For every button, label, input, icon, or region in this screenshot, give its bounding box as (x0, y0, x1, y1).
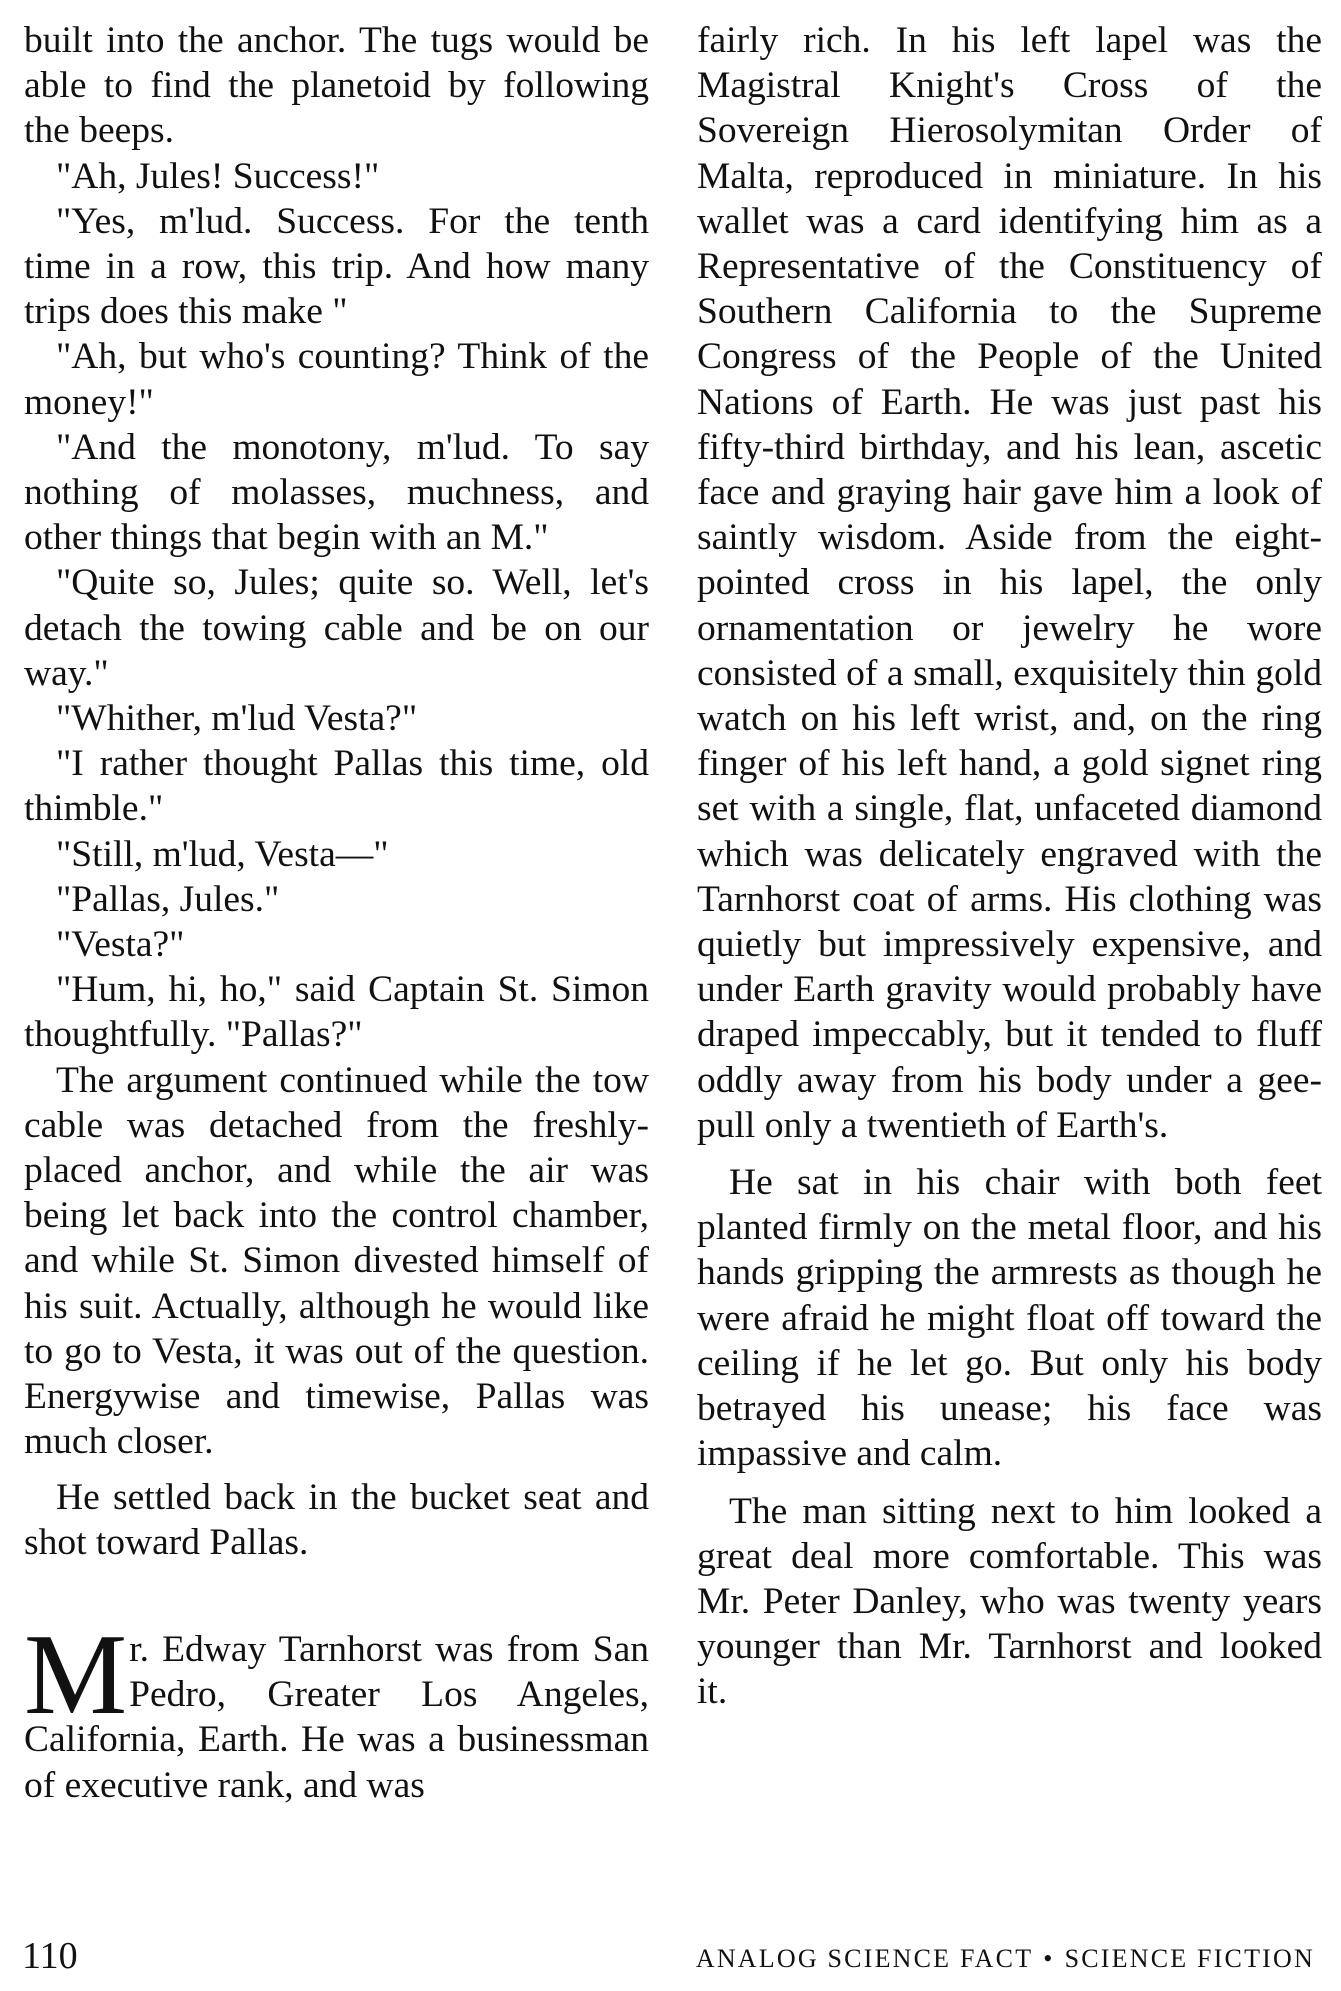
dialogue-line: "Ah, Jules! Success!" (56, 155, 380, 197)
dialogue-line: "I rather thought Pallas this time, old thimble." (24, 743, 649, 830)
page-number: 110 (22, 1935, 78, 1977)
paragraph: The argument continued while the tow cable was detached from the freshly-placed anchor, and while the air was being let back into the control chamber, and while St. Simon divested himself of his suit. Actually, although he would like to go to Vesta, it was out of the question. Energywise and timewise, Pallas was much closer. (24, 1059, 649, 1463)
left-column (24, 18, 649, 1808)
dialogue-line: "And the monotony, m'lud. To say nothing of molasses, muchness, and other things that begin with an M." (24, 426, 649, 559)
dialogue-line: "Vesta?" (56, 924, 185, 966)
right-column (697, 18, 1322, 1715)
running-head (696, 1944, 1315, 1974)
dialogue-line: "Hum, hi, ho," said Captain St. Simon thoughtfully. "Pallas?" (24, 969, 649, 1056)
paragraph: fairly rich. In his left lapel was the Magistral Knight's Cross of the Sovereign Hierosolymitan Order of Malta, reproduced in miniature. In his wallet was a card identifying him as a Representative of the Constituency of Southern California to the Supreme Congress of the People of the United Nations of Earth. He was just past his fifty-third birthday, and his lean, ascetic face and graying hair gave him a look of saintly wisdom. Aside from the eight-pointed cross in his lapel, the only ornamentation or jewelry he wore consisted of a small, exquisitely thin gold watch on his left wrist, and, on the ring finger of his left hand, a gold signet ring set with a single, flat, unfaceted diamond which was delicately engraved with the Tarnhorst coat of arms. His clothing was quietly but impressively expensive, and under Earth gravity would probably have draped impeccably, but it tended to fluff oddly away from his body under a gee-pull only a twentieth of Earth's. (697, 20, 1322, 1146)
paragraph-text: r. Edway Tarnhorst was from San Pedro, Greater Los Angeles, California, Earth. He was a businessman of executive rank, and was (24, 1628, 649, 1806)
paragraph: built into the anchor. The tugs would be able to find the planetoid by following the beeps. (24, 20, 649, 152)
paragraph: He sat in his chair with both feet planted firmly on the metal floor, and his hands gripping the armrests as though he were afraid he might float off toward the ceiling if he let go. But only his body betrayed his unease; his face was impassive and calm. (697, 1162, 1322, 1475)
dialogue-line: "Quite so, Jules; quite so. Well, let's detach the towing cable and be on our way." (24, 562, 649, 694)
dialogue-line: "Pallas, Jules." (56, 878, 280, 920)
paragraph: The man sitting next to him looked a great deal more comfortable. This was Mr. Peter Danley, who was twenty years younger than Mr. Tarnhorst and looked it. (697, 1490, 1322, 1713)
dialogue-line: "Whither, m'lud Vesta?" (56, 698, 418, 740)
running-head-right: SCIENCE FICTION (1064, 1944, 1315, 1973)
bullet-separator: • (1043, 1944, 1055, 1973)
paragraph: He settled back in the bucket seat and shot toward Pallas. (24, 1476, 649, 1563)
section-opening-paragraph (24, 1610, 649, 1808)
dialogue-line: "Ah, but who's counting? Think of the money!" (24, 336, 649, 423)
dialogue-line: "Yes, m'lud. Success. For the tenth time in a row, this trip. And how many trips does this make " (24, 200, 649, 333)
drop-cap: M (24, 1610, 128, 1739)
running-head-left: ANALOG SCIENCE FACT (695, 1944, 1034, 1973)
dialogue-line: "Still, m'lud, Vesta—" (56, 833, 389, 875)
